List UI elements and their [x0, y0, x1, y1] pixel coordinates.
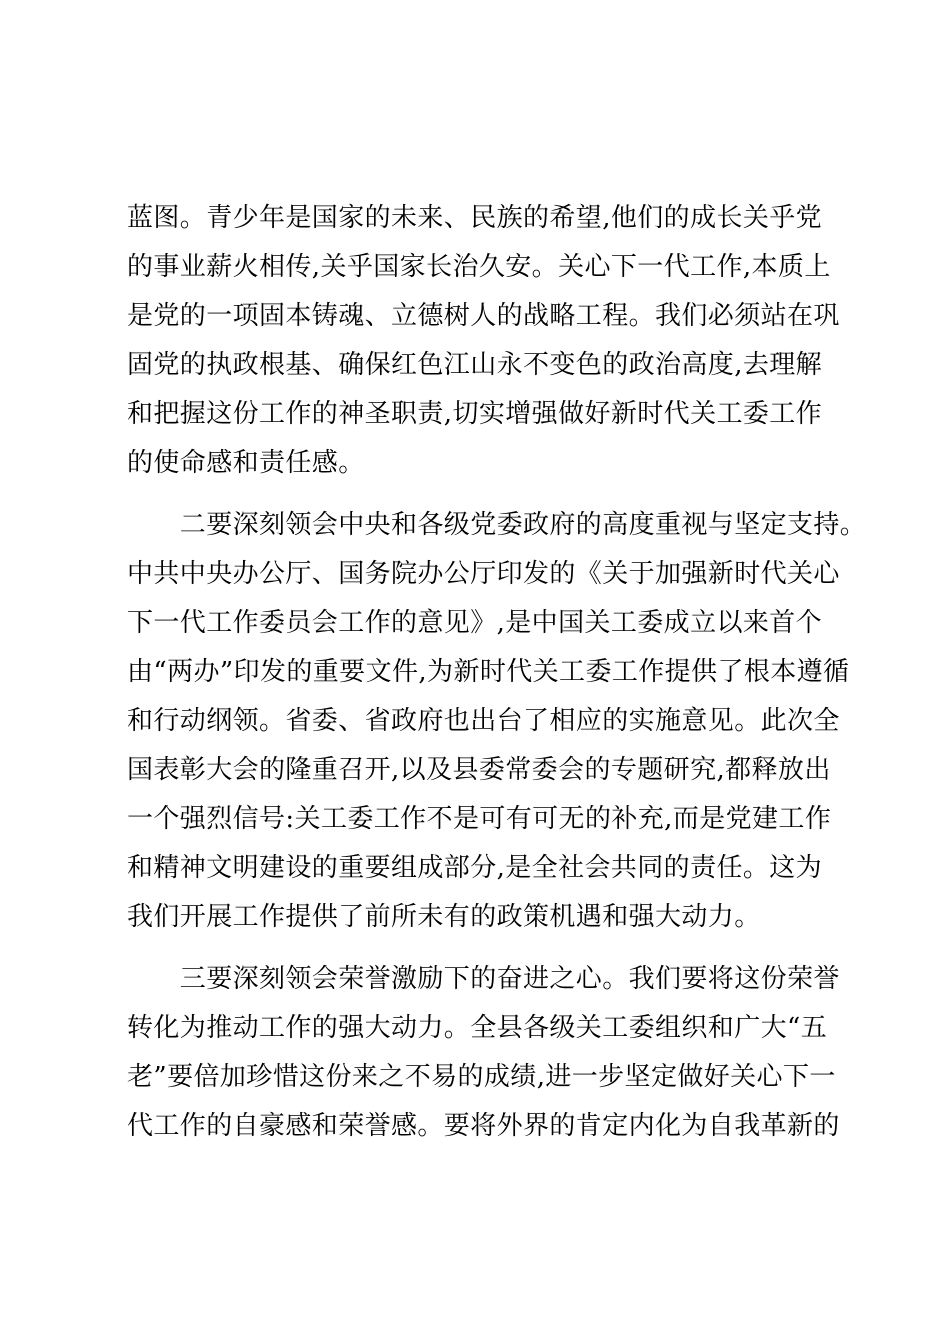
text-line: 二要深刻领会中央和各级党委政府的高度重视与坚定支持。 [127, 510, 867, 540]
text-line: 国表彰大会的隆重召开,以及县委常委会的专题研究,都释放出 [127, 755, 831, 785]
text-line: 蓝图。青少年是国家的未来、民族的希望,他们的成长关乎党 [127, 203, 823, 233]
text-line: 的事业薪火相传,关乎国家长治久安。关心下一代工作,本质上 [127, 252, 831, 282]
paragraph-1 [127, 194, 840, 488]
text-line: 三要深刻领会荣誉激励下的奋进之心。我们要将这份荣誉 [127, 964, 840, 994]
body-text [127, 194, 867, 1151]
text-line: 中共中央办公厅、国务院办公厅印发的《关于加强新时代关心 [127, 559, 840, 589]
text-line: 和把握这份工作的神圣职责,切实增强做好新时代关工委工作 [127, 399, 823, 429]
paragraph-3 [127, 955, 840, 1151]
text-line: 一个强烈信号:关工委工作不是可有可无的补充,而是党建工作 [127, 804, 832, 834]
text-line: 的使命感和责任感。 [127, 448, 365, 478]
text-line: 固党的执政根基、确保红色江山永不变色的政治高度,去理解 [127, 350, 823, 380]
paragraph-spacing [127, 942, 827, 955]
text-line: 代工作的自豪感和荣誉感。要将外界的肯定内化为自我革新的 [127, 1111, 840, 1141]
text-line: 老”要倍加珍惜这份来之不易的成绩,进一步坚定做好关心下一 [127, 1062, 836, 1092]
text-line: 由“两办”印发的重要文件,为新时代关工委工作提供了根本遵循 [127, 657, 850, 687]
text-line: 和精神文明建设的重要组成部分,是全社会共同的责任。这为 [127, 853, 823, 883]
text-line: 我们开展工作提供了前所未有的政策机遇和强大动力。 [127, 902, 761, 932]
text-line: 下一代工作委员会工作的意见》,是中国关工委成立以来首个 [127, 608, 823, 638]
paragraph-2 [127, 501, 867, 942]
text-line: 转化为推动工作的强大动力。全县各级关工委组织和广大“五 [127, 1013, 828, 1043]
text-line: 和行动纲领。省委、省政府也出台了相应的实施意见。此次全 [127, 706, 840, 736]
text-line: 是党的一项固本铸魂、立德树人的战略工程。我们必须站在巩 [127, 301, 840, 331]
paragraph-spacing [127, 488, 827, 501]
